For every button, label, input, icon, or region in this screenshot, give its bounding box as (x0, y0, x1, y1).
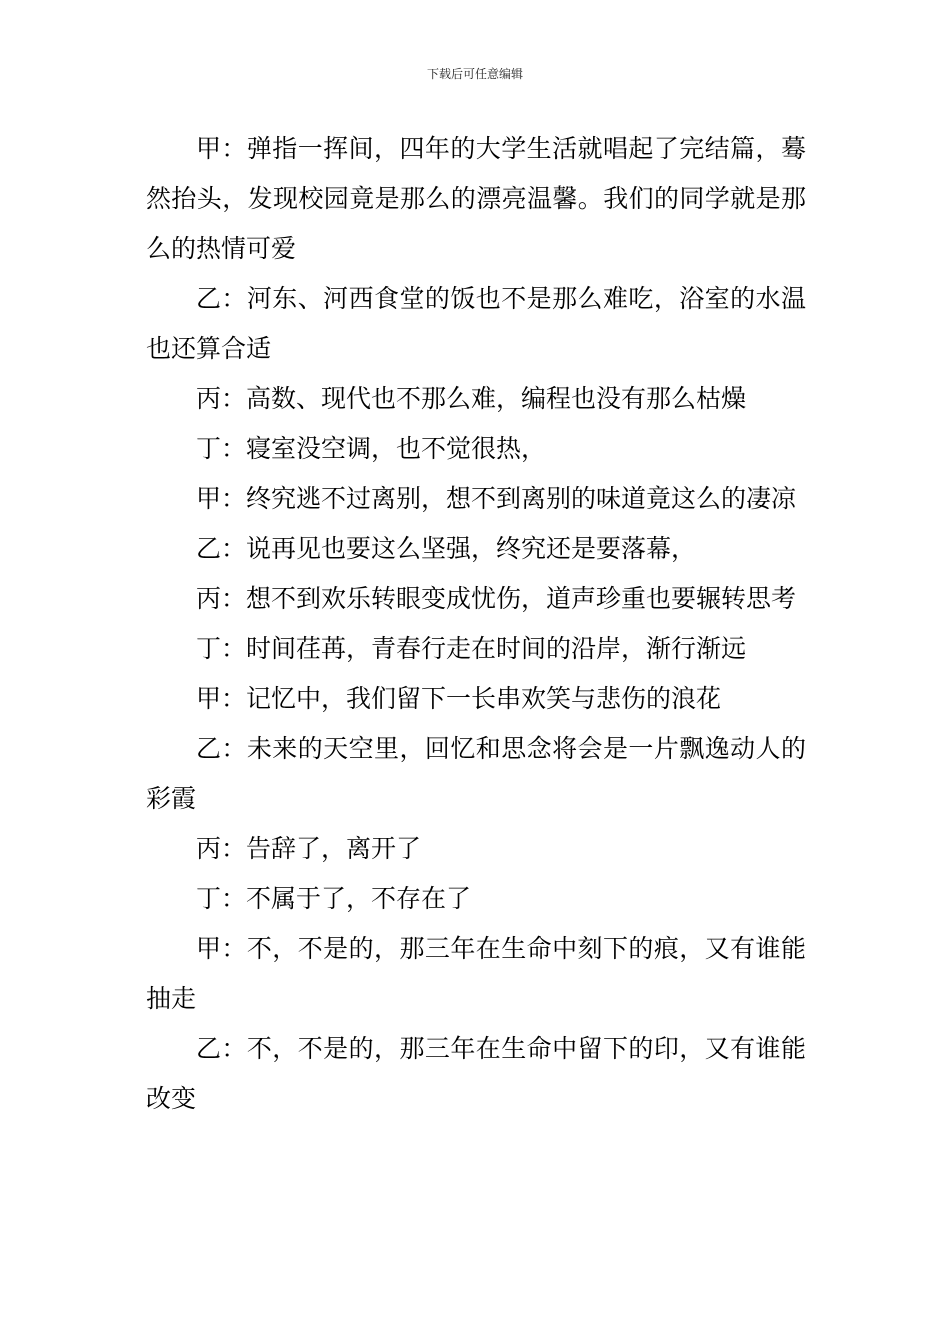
page-header: 下载后可任意编辑 (426, 67, 523, 81)
paragraph: 丙：高数、现代也不那么难，编程也没有那么枯燥 (196, 384, 747, 413)
paragraph: 丁：寝室没空调，也不觉很热， (196, 434, 547, 463)
paragraph: 甲：终究逃不过离别，想不到离别的味道竟这么的凄凉 (196, 484, 797, 513)
document-body (146, 124, 806, 1124)
paragraph: 甲：记忆中，我们留下一长串欢笑与悲伤的浪花 (196, 684, 722, 713)
paragraph: 丁：时间荏苒，青春行走在时间的沿岸，渐行渐远 (196, 634, 747, 663)
paragraph: 乙：河东、河西食堂的饭也不是那么难吃，浴室的水温也还算合适 (146, 284, 806, 363)
paragraph: 丙：告辞了，离开了 (196, 834, 422, 863)
paragraph: 乙：未来的天空里，回忆和思念将会是一片飘逸动人的彩霞 (146, 734, 806, 813)
paragraph: 乙：说再见也要这么坚强，终究还是要落幕， (196, 534, 697, 563)
paragraph: 乙：不，不是的，那三年在生命中留下的印，又有谁能改变 (146, 1034, 806, 1113)
paragraph: 丙：想不到欢乐转眼变成忧伤，道声珍重也要辗转思考 (196, 584, 797, 613)
paragraph: 丁：不属于了，不存在了 (196, 884, 472, 913)
paragraph: 甲：弹指一挥间，四年的大学生活就唱起了完结篇，蓦然抬头，发现校园竟是那么的漂亮温馨。我们的同学就是那么的热情可爱 (146, 134, 806, 263)
paragraph: 甲：不，不是的，那三年在生命中刻下的痕，又有谁能抽走 (146, 934, 806, 1013)
